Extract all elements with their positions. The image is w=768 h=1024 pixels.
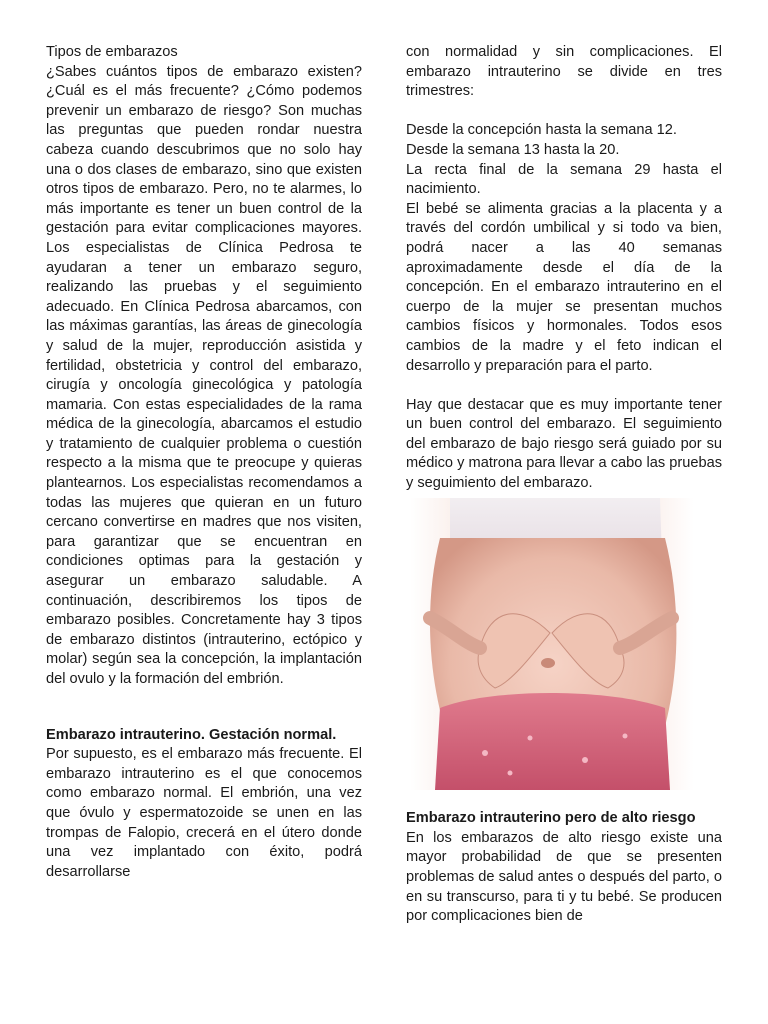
left-column [46,43,362,882]
heading-intrauterine-high-risk: Embarazo intrauterino pero de alto riesgo [406,810,696,827]
intrauterine-paragraph-continued: con normalidad y sin complicaciones. El embarazo intrauterino se divide en tres trimestres: [406,44,722,100]
intrauterine-paragraph: Por supuesto, es el embarazo más frecuente. El embarazo intrauterino es el que conocemos como embarazo normal. El embrión, una vez que óvulo y espermatozoide se unen en las trompas de Falopio, crecerá en el útero donde una vez implantado con éxito, podrá desarrollarse [46,746,362,880]
control-paragraph: Hay que destacar que es muy importante tener un buen control del embarazo. El seguimiento del embarazo de bajo riesgo será guiado por su médico y matrona para llevar a cabo las pruebas y seguimiento del embarazo. [406,396,722,492]
pregnant-belly-photo [410,498,694,790]
trimester-item-2: Desde la semana 13 hasta la 20. [406,141,620,158]
development-paragraph: El bebé se alimenta gracias a la placenta y a través del cordón umbilical y si todo va bien, podrá nacer a las 40 semanas aproximadamente desde el día de la concepción. En el embarazo intrauterino en el cuerpo de la mujer se presentan muchos cambios físicos y hormonales. Todos esos cambios de la madre y el feto indican el desarrollo y preparación para el parto. [406,200,722,374]
trimester-item-3: La recta final de la semana 29 hasta el nacimiento. [406,161,722,198]
heading-intrauterine-normal: Embarazo intrauterino. Gestación normal. [46,726,337,743]
high-risk-paragraph: En los embarazos de alto riesgo existe una mayor probabilidad de que se presenten problemas de salud antes o después del parto, o en su transcurso, para ti y tu bebé. Se producen por complicaciones bien de [406,829,722,925]
document-title: Tipos de embarazos [46,44,178,60]
intro-paragraph: ¿Sabes cuántos tipos de embarazo existen? ¿Cuál es el más frecuente? ¿Cómo podemos prevenir un embarazo de riesgo? Son muchas las preguntas que pueden rondar nuestra cabeza cuando descubrimos que no solo hay una o dos clases de embarazo, sino que existen otros tipos de embarazo. Pero, no te alarmes, lo más importante es tener un buen control de la gestación para evitar complicaciones mayores. Los especialistas de Clínica Pedrosa te ayudaran a tener un embarazo seguro, realizando las pruebas y el seguimiento adecuado. En Clínica Pedrosa abarcamos, con las máximas garantías, las áreas de ginecología y salud de la mujer, reproducción asistida y fertilidad, obstetricia y control del embarazo, cirugía y oncología ginecológica y patología mamaria. Con estas especialidades de la rama médica de la ginecología, abarcamos el estudio y tratamiento de cualquier problema o cuestión respecto a la misma que te preocupe y quieras plantearnos. Los especialistas recomendamos a todas las mujeres que quieran en un futuro cercano convertirse en madres que nos visiten, para garantizar que se encuentran en condiciones optimas para la gestación y asegurar un embarazo saludable. A continuación, describiremos los tipos de embarazo posibles. Concretamente hay 3 tipos de embarazo distintos (intrauterino, ectópico y molar) según sea la concepción, la implantación del ovulo y la formación del embrión. [46,63,362,687]
right-column [406,43,722,927]
trimester-item-1: Desde la concepción hasta la semana 12. [406,122,677,139]
pregnant-belly-illustration [410,498,694,790]
